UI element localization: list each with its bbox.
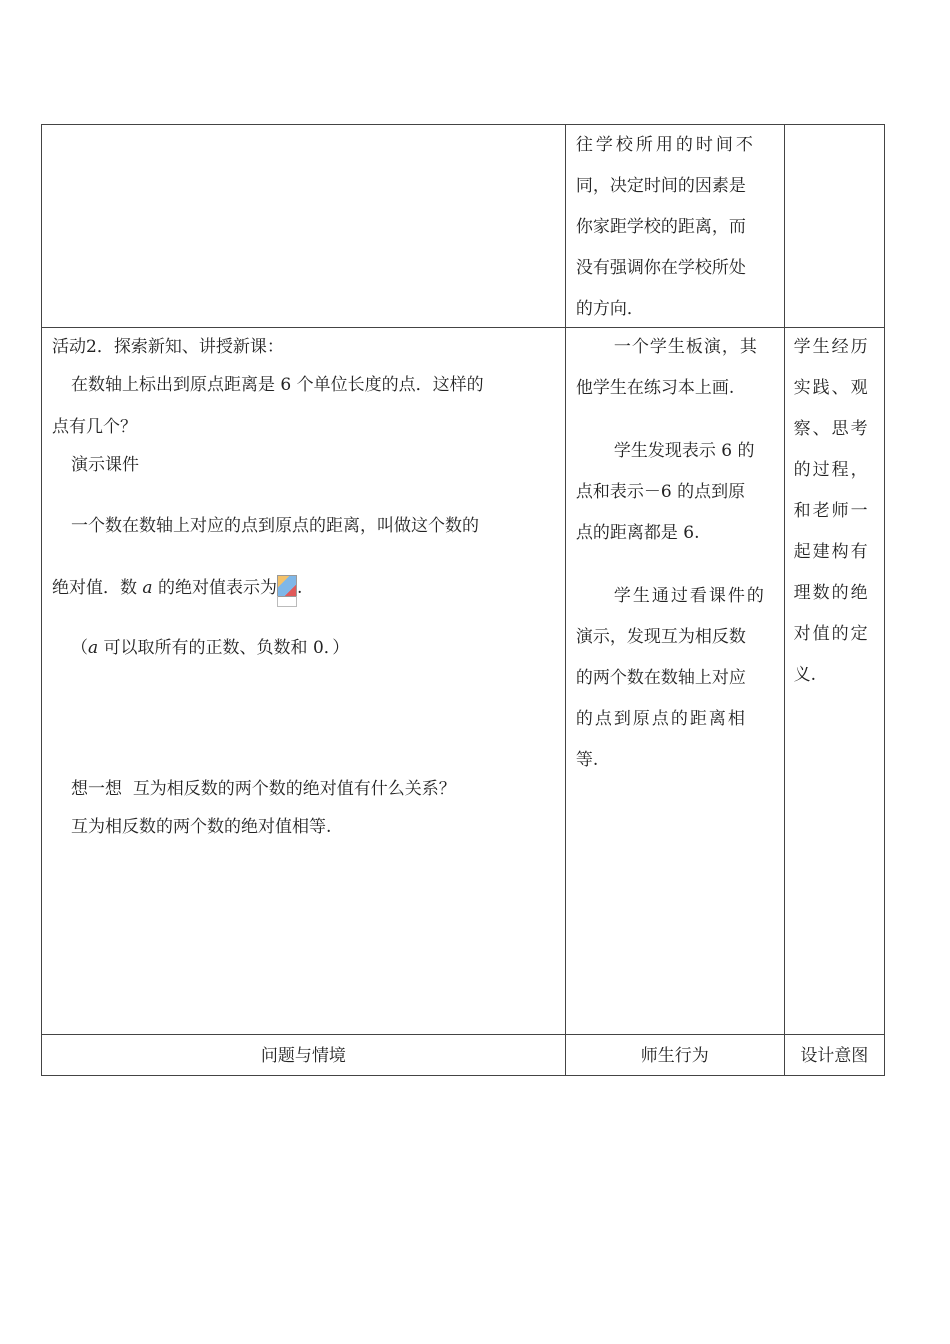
think-question: 互为相反数的两个数的绝对值有什么关系？ [132,779,456,799]
col2-line-10: 等. [575,750,599,770]
think-line [71,774,456,799]
col2-line-6: 学生通过看课件的 [613,586,766,606]
lesson-plan-table [41,124,885,1076]
col2-line-8: 的两个数在数轴上对应 [575,668,746,688]
note-line [71,633,349,658]
think-label: 想一想 [71,779,122,799]
col2-line-1: 一个学生板演，其 [613,337,758,357]
footer-teacher-student: 师生行为 [565,1035,784,1076]
row1-col3-cell [784,125,884,328]
row1-col2-cell [565,125,784,328]
col3-line-8: 对值的定 [793,624,870,644]
note-variable-a: a [88,638,99,658]
col3-line-7: 理数的绝 [793,583,870,603]
broken-image-icon [277,575,297,597]
col2-line-4: 点和表示－6 的点到原 [575,482,746,502]
col3-line-4: 的过程， [793,460,870,480]
row1-col2-line-4: 没有强调你在学校所处 [575,258,746,278]
col3-line-2: 实践、观 [793,378,870,398]
table-row [42,328,885,1035]
col2-line-7: 演示，发现互为相反数 [575,627,746,647]
question-line-2: 点有几个？ [52,417,137,437]
row1-col2-line-5: 的方向． [575,299,644,319]
demo-label: 演示课件 [71,455,139,475]
col3-line-6: 起建构有 [793,542,870,562]
definition-text-b: 的绝对值表示为 [157,578,277,598]
variable-a: a [142,578,153,598]
table-footer-row [42,1035,885,1076]
row2-col1-cell [42,328,566,1035]
row1-col2-line-3: 你家距学校的距离，而 [575,217,746,237]
note-rest: 可以取所有的正数、负数和 0．） [98,638,350,658]
activity-heading: 活动2．探索新知、讲授新课： [52,337,284,357]
row1-col2-line-2: 同，决定时间的因素是 [575,176,746,196]
row1-col1-cell [42,125,566,328]
col2-line-5: 点的距离都是 6. [575,523,700,543]
footer-design-intent: 设计意图 [784,1035,884,1076]
col2-line-9: 的点到原点的距离相 [575,709,747,729]
footer-problem-context: 问题与情境 [42,1035,566,1076]
col2-line-2: 他学生在练习本上画. [575,378,735,398]
definition-text-a: 绝对值．数 [52,578,137,598]
table-row [42,125,885,328]
col3-line-3: 察、思考 [793,419,870,439]
row2-col3-cell [784,328,884,1035]
col3-line-5: 和老师一 [793,501,870,521]
col2-line-3: 学生发现表示 6 的 [613,441,755,461]
note-open: （ [71,638,88,658]
row2-col2-cell [565,328,784,1035]
col3-line-1: 学生经历 [793,337,870,357]
definition-line-1: 一个数在数轴上对应的点到原点的距离，叫做这个数的 [71,516,479,536]
answer-line: 互为相反数的两个数的绝对值相等. [71,817,332,837]
question-line-1: 在数轴上标出到原点距离是 6 个单位长度的点．这样的 [71,375,484,395]
definition-text-c: . [296,578,303,598]
col3-line-9: 义. [793,665,817,685]
row1-col2-line-1: 往学校所用的时间不 [575,135,756,155]
definition-line-2 [52,573,302,598]
